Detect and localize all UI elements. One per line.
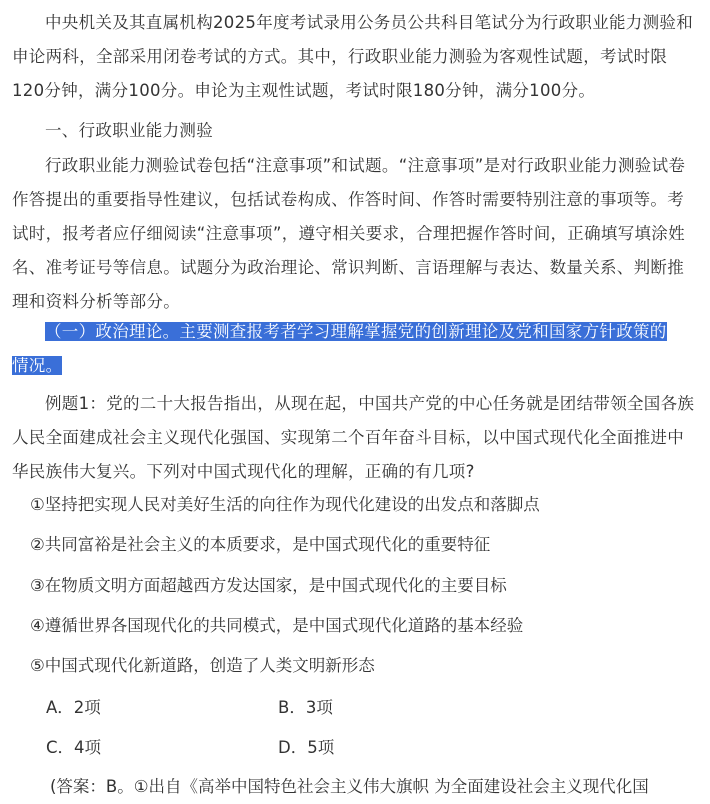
highlight-line-1: （一）政治理论。主要测查报考者学习理解掌握党的创新理论及党和国家方针政策的 (45, 322, 667, 341)
highlighted-paragraph (12, 315, 698, 383)
option-a: A．2项 (46, 698, 101, 717)
answer-explanation: (答案：B。①出自《高举中国特色社会主义伟大旗帜 为全面建设社会主义现代化国 (50, 777, 649, 796)
section-body-paragraph: 行政职业能力测验试卷包括“注意事项”和试题。“注意事项”是对行政职业能力测验试卷作答提出的重要指导性建议，包括试卷构成、作答时间、作答时需要特别注意的事项等。考试时，报考者应仔细阅读“注意事项”，遵守相关要求，合理把握作答时间，正确填写填涂姓名、准考证号等信息。试题分为政治理论、常识判断、言语理解与表达、数量关系、判断推理和资料分析等部分。 (12, 156, 686, 311)
option-d: D．5项 (278, 738, 335, 757)
statement-item: ③在物质文明方面超越西方发达国家，是中国式现代化的主要目标 (30, 576, 507, 595)
highlight-line-2: 情况。 (12, 356, 63, 375)
statement-item: ④遵循世界各国现代化的共同模式，是中国式现代化道路的基本经验 (30, 616, 524, 635)
option-b: B．3项 (278, 698, 333, 717)
option-c: C．4项 (46, 738, 102, 757)
intro-paragraph: 中央机关及其直属机构2025年度考试录用公务员公共科目笔试分为行政职业能力测验和申论两科，全部采用闭卷考试的方式。其中，行政职业能力测验为客观性试题，考试时限120分钟，满分100分。申论为主观性试题，考试时限180分钟，满分100分。 (12, 13, 693, 100)
statement-item: ⑤中国式现代化新道路，创造了人类文明新形态 (30, 656, 375, 675)
section-heading: 一、行政职业能力测验 (45, 121, 213, 140)
statement-item: ②共同富裕是社会主义的本质要求，是中国式现代化的重要特征 (30, 535, 491, 554)
example-question: 例题1：党的二十大报告指出，从现在起，中国共产党的中心任务就是团结带领全国各族人民全面建成社会主义现代化强国、实现第二个百年奋斗目标，以中国式现代化全面推进中华民族伟大复兴。下列对中国式现代化的理解，正确的有几项? (12, 394, 695, 481)
statement-item: ①坚持把实现人民对美好生活的向往作为现代化建设的出发点和落脚点 (30, 495, 540, 514)
